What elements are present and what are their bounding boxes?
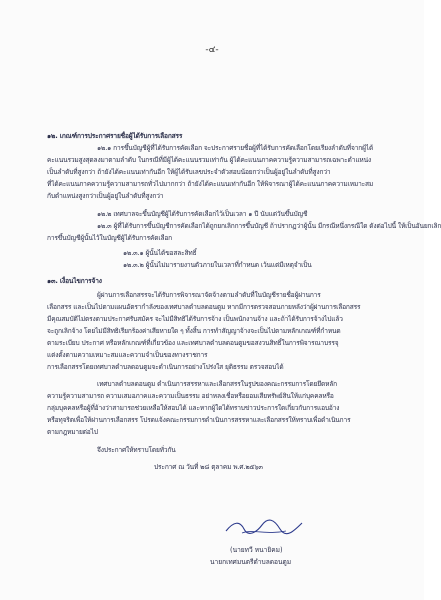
signer-name: (นายทวี หนายิคม) bbox=[230, 546, 283, 554]
section-13-p2-line2: ความรู้ความสามารถ ความเสมอภาคและความเป็นธรรม อย่าหลงเชื่อหรือยอมเสียทรัพย์สินให้แก่บุคคลหรือ bbox=[47, 392, 334, 400]
section-13-p2-line4: หรือทุจริตเพื่อให้ผ่านการเลือกสรร โปรดแจ้งคณะกรรมการดำเนินการสรรหาและเลือกสรรให้ทราบเพื่อดำเนินการ bbox=[47, 416, 351, 424]
section-13-p1-line5: ตามระเบียบ ประกาศ หรือหลักเกณฑ์ที่เกี่ยวข้อง และเทศบาลตำบลดอนตูมขอสงวนสิทธิ์ในการพิจารณาบรรจุ bbox=[47, 339, 339, 347]
section-13-p1-line3: มีคุณสมบัติไม่ตรงตามประกาศรับสมัคร จะไม่มีสิทธิได้รับการจ้าง เป็นพนักงานจ้าง และถ้าได้รับการจ้างไปแล้ว bbox=[47, 315, 343, 323]
section-13-heading: ๑๓. เงื่อนไขการจ้าง bbox=[47, 277, 102, 285]
signature-mark bbox=[222, 517, 306, 537]
section-13-p1-line2: เลือกสรร และเป็นไปตามแผนอัตรากำลังของเทศบาลตำบลดอนตูม หากมีการตรวจสอบภายหลังว่าผู้ผ่านการเลือกสรร bbox=[47, 303, 361, 311]
section-12-p3-line2: การขึ้นบัญชีผู้นั้นไว้ในบัญชีผู้ได้รับการคัดเลือก bbox=[47, 234, 172, 242]
page-number: -๔- bbox=[205, 45, 219, 55]
section-12-heading: ๑๒. เกณฑ์การประกาศรายชื่อผู้ได้รับการเลือกสรร bbox=[47, 132, 183, 140]
section-12-p3-line1: ๑๒.๓ ผู้ที่ได้รับการขึ้นบัญชีการคัดเลือกได้ถูกยกเลิกการขึ้นบัญชี ถ้าปรากฏว่าผู้นั้น มีกรณีหนึ่งกรณีใด ดังต่อไปนี้ ให้เป็นอันยกเลิก bbox=[97, 222, 441, 230]
section-12-p1-line1: ๑๒.๑ การขึ้นบัญชีผู้ที่ได้รับการคัดเลือก จะประกาศรายชื่อผู้ที่ได้รับการคัดเลือกโดยเรียงลำดับที่จากผู้ได้ bbox=[97, 144, 374, 152]
section-13-p2-line3: กลุ่มบุคคลหรือผู้ที่อ้างว่าสามารถช่วยเหลือให้สอบได้ และหากผู้ใดได้ทราบข่าวประการใดเกี่ยวกับการแอบอ้าง bbox=[47, 404, 340, 412]
section-13-p2-line1: เทศบาลตำบลดอนตูม ดำเนินการสรรหาและเลือกสรรในรูปของคณะกรรมการโดยยึดหลัก bbox=[97, 380, 338, 388]
section-12-p3b: ๑๒.๓.๒ ผู้นั้นไม่มารายงานตัวภายในเวลาที่กำหนด เว้นแต่มีเหตุจำเป็น bbox=[123, 261, 312, 269]
section-13-p1-line4: จะถูกเลิกจ้าง โดยไม่มีสิทธิเรียกร้องค่าเสียหายใด ๆ ทั้งสิ้น การทำสัญญาจ้างจะเป็นไปตามหลักเกณฑ์ที่กำหนด bbox=[47, 327, 341, 335]
section-12-p2: ๑๒.๒ เทศบาลจะขึ้นบัญชีผู้ได้รับการคัดเลือกไว้เป็นเวลา ๑ ปี นับแต่วันขึ้นบัญชี bbox=[97, 210, 308, 218]
date-line: ประกาศ ณ วันที่ ๒๘ ตุลาคม พ.ศ.๒๕๖๓ bbox=[154, 463, 263, 471]
section-12-p1-line5: กับตำแหน่งสูงกว่าเป็นผู้อยู่ในลำดับที่สูงกว่า bbox=[47, 192, 164, 200]
section-13-p2-line5: ตามกฎหมายต่อไป bbox=[47, 428, 98, 436]
announcement-closing: จึงประกาศให้ทราบโดยทั่วกัน bbox=[97, 446, 176, 454]
section-13-p1-line1: ผู้ผ่านการเลือกสรรจะได้รับการพิจารณาจัดจ้างตามลำดับที่ในบัญชีรายชื่อผู้ผ่านการ bbox=[97, 291, 321, 299]
section-13-p1-line7: การเลือกสรรโดยเทศบาลตำบลดอนตูมจะดำเนินการอย่างโปร่งใส ยุติธรรม ตรวจสอบได้ bbox=[47, 363, 284, 371]
section-13-p1-line6: แต่งตั้งตามความเหมาะสมและความจำเป็นของทางราชการ bbox=[47, 351, 208, 359]
section-12-p1-line3: เป็นลำดับที่สูงกว่า ถ้ายังได้คะแนนเท่ากันอีก ให้ผู้ได้รับเลขประจำตัวสอบน้อยกว่าเป็นผู้อยู่ในลำดับที่สูงกว่า bbox=[47, 168, 331, 176]
section-12-p1-line2: คะแนนรวมสูงสุดลงมาตามลำดับ ในกรณีที่มีผู้ได้คะแนนรวมเท่ากัน ผู้ได้คะแนนภาคความรู้ความสามารถเฉพาะตำแหน่ง bbox=[47, 156, 372, 164]
signer-title: นายกเทศมนตรีตำบลดอนตูม bbox=[210, 558, 292, 566]
section-12-p3a: ๑๒.๓.๑ ผู้นั้นได้ขอสละสิทธิ์ bbox=[123, 249, 197, 257]
section-12-p1-line4: ที่ได้คะแนนภาคความรู้ความสามารถทั่วไปมากกว่า ถ้ายังได้คะแนนเท่ากันอีก ให้พิจารณาผู้ได้คะแนนภาคความเหมาะสม bbox=[47, 180, 374, 188]
